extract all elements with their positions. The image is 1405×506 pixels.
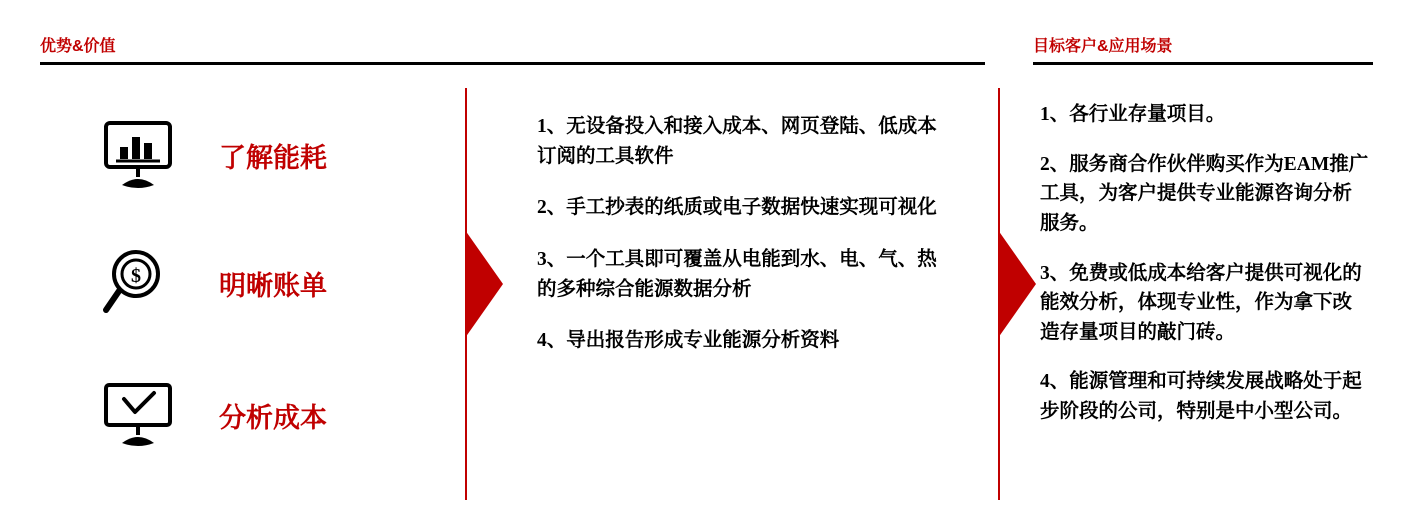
list-item: 2、手工抄表的纸质或电子数据快速实现可视化 xyxy=(537,197,937,219)
svg-text:$: $ xyxy=(131,265,141,287)
section-header-advantages: 优势&价值 xyxy=(40,38,116,55)
list-item: 3、一个工具即可覆盖从电能到水、电、气、热的多种综合能源数据分析 xyxy=(537,248,937,300)
section-header-scenarios: 目标客户&应用场景 xyxy=(1033,38,1173,55)
feature-label: 明晰账单 xyxy=(219,270,327,301)
advantages-list xyxy=(537,112,945,356)
list-item: 4、能源管理和可持续发展战略处于起步阶段的公司，特别是中小型公司。 xyxy=(1040,371,1362,422)
feature-label: 分析成本 xyxy=(219,402,327,433)
feature-label: 了解能耗 xyxy=(219,142,327,173)
list-item: 3、免费或低成本给客户提供可视化的能效分析，体现专业性，作为拿下改造存量项目的敲门砖。 xyxy=(1040,262,1362,343)
header-divider-left xyxy=(40,62,985,65)
bar-chart-monitor-icon xyxy=(95,118,181,192)
arrow-right-icon xyxy=(465,230,503,338)
header-divider-right xyxy=(1033,62,1373,65)
list-item: 1、各行业存量项目。 xyxy=(1040,104,1226,125)
arrow-right-icon xyxy=(998,230,1036,338)
checkmark-monitor-icon xyxy=(95,378,181,452)
list-item: 4、导出报告形成专业能源分析资料 xyxy=(537,330,840,352)
dollar-magnifier-icon xyxy=(95,246,181,320)
list-item: 2、服务商合作伙伴购买作为EAM推广工具，为客户提供专业能源咨询分析服务。 xyxy=(1040,153,1369,234)
scenarios-list xyxy=(1040,100,1370,447)
feature-row xyxy=(95,118,327,192)
feature-row xyxy=(95,378,327,452)
feature-row xyxy=(95,246,327,320)
list-item: 1、无设备投入和接入成本、网页登陆、低成本订阅的工具软件 xyxy=(537,116,937,167)
